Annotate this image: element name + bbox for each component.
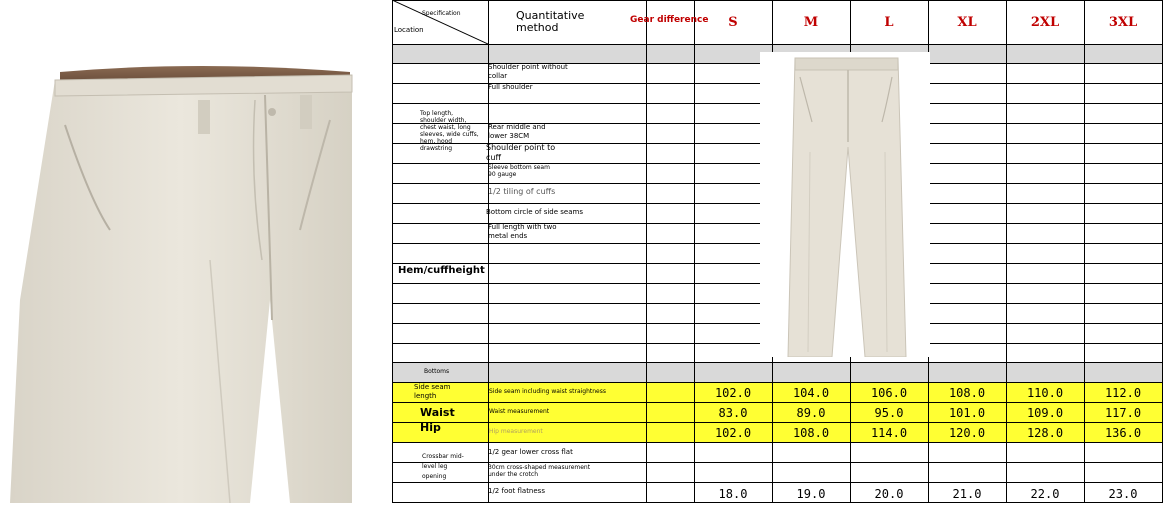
header-quantitative-method: Quantitative method [516, 9, 585, 34]
size-header-s: S [728, 15, 738, 30]
tops-method-1: Shoulder point without collar [488, 63, 568, 80]
tops-method-2: Full shoulder [488, 83, 533, 91]
tops-method-3: Rear middle and lower 38CM [488, 123, 546, 140]
foot-measurement-cell: 21.0 [952, 487, 982, 501]
measurement-cell: 117.0 [1104, 406, 1142, 420]
header-location: Location [394, 26, 424, 34]
measurement-cell: 112.0 [1104, 386, 1142, 400]
tops-method-6: 1/2 tiling of cuffs [488, 187, 556, 196]
foot-measurement-cell: 20.0 [874, 487, 904, 501]
foot-flatness-method: 1/2 foot flatness [488, 487, 545, 495]
measurement-cell: 128.0 [1026, 426, 1064, 440]
hip-label: Hip [420, 421, 441, 434]
header-diagonal [392, 0, 488, 44]
measurement-cell: 95.0 [874, 406, 904, 420]
mid-level-leg-method: 30cm cross-shaped measurement under the crotch [488, 464, 591, 478]
section-band-bottoms [392, 362, 1163, 382]
bottoms-section-label: Bottoms [424, 368, 450, 375]
measurement-cell: 102.0 [714, 426, 752, 440]
product-photo-full [760, 52, 930, 357]
foot-measurement-cell: 23.0 [1108, 487, 1138, 501]
side-seam-method: Side seam including waist straightness [489, 388, 606, 395]
size-header-m: M [803, 15, 819, 30]
size-header-xl: XL [957, 15, 977, 30]
crossbar-leg-opening-label: Crossbar mid-level leg opening [422, 453, 464, 480]
header-specification: Specification [422, 10, 461, 17]
tops-method-5: Sleeve bottom seam 90 gauge [488, 164, 550, 178]
foot-measurement-cell: 18.0 [718, 487, 748, 501]
waist-method: Waist measurement [489, 408, 550, 415]
measurement-cell: 136.0 [1104, 426, 1142, 440]
measurement-cell: 104.0 [792, 386, 830, 400]
foot-measurement-cell: 19.0 [796, 487, 826, 501]
pants-full-illustration [760, 52, 930, 357]
foot-measurement-cell: 22.0 [1030, 487, 1060, 501]
measurement-cell: 89.0 [796, 406, 826, 420]
size-header-l: L [884, 15, 894, 30]
pants-closeup-illustration [0, 0, 390, 503]
measurement-cell: 110.0 [1026, 386, 1064, 400]
header-gear-difference: Gear difference [630, 15, 709, 25]
hem-cuff-height-label: Hem/cuffheight [398, 265, 485, 276]
measurement-cell: 109.0 [1026, 406, 1064, 420]
crossbar-method: 1/2 gear lower cross flat [488, 448, 573, 456]
waist-label: Waist [420, 406, 455, 419]
tops-group-label: Top length, shoulder width, chest waist, long sleeves, wide cuffs, hem, hood drawstring [420, 110, 479, 152]
hip-method: Hip measurement [489, 428, 543, 435]
measurement-cell: 114.0 [870, 426, 908, 440]
size-header-3xl: 3XL [1108, 15, 1138, 30]
measurement-cell: 106.0 [870, 386, 908, 400]
tops-method-8: Full length with two metal ends [488, 223, 557, 240]
tops-method-4: Shoulder point to cuff [486, 143, 556, 162]
measurement-cell: 120.0 [948, 426, 986, 440]
measurement-cell: 108.0 [792, 426, 830, 440]
product-photo-closeup [0, 0, 390, 503]
tops-method-7: Bottom circle of side seams [486, 208, 583, 216]
measurement-cell: 83.0 [718, 406, 748, 420]
size-header-2xl: 2XL [1030, 15, 1060, 30]
measurement-cell: 108.0 [948, 386, 986, 400]
side-seam-length-label: Side seam length [414, 383, 451, 400]
measurement-cell: 101.0 [948, 406, 986, 420]
measurement-cell: 102.0 [714, 386, 752, 400]
